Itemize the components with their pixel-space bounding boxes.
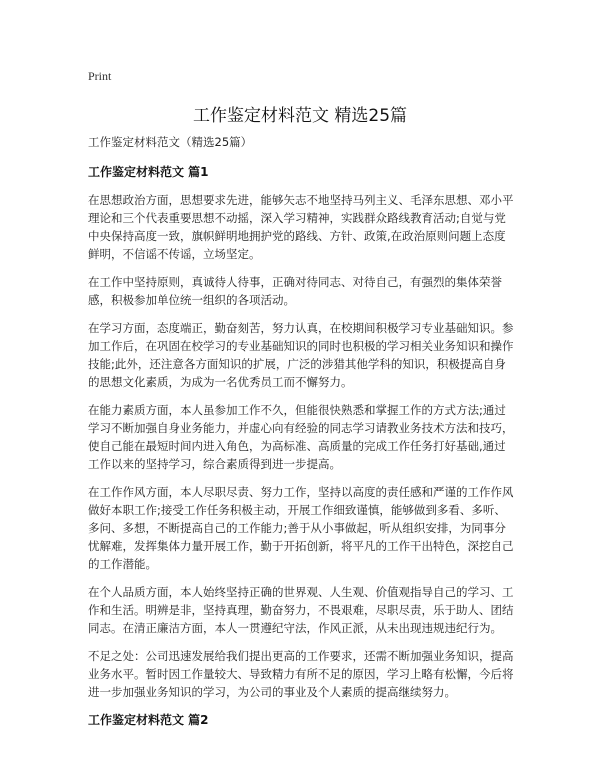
paragraph: 在能力素质方面，本人虽参加工作不久，但能很快熟悉和掌握工作的方式方法;通过学习不断加强自身业务能力，并虚心向有经验的同志学习请教业务技术方法和技巧，使自己能在最短时间内进入角色，为高标准、高质量的完成工作任务打好基础,通过工作以来的坚持学习，综合素质得到进一步提高。: [88, 403, 514, 471]
section-heading: 工作鉴定材料范文 篇1: [88, 165, 209, 179]
section-2: [88, 711, 516, 729]
print-label[interactable]: Print: [88, 69, 112, 83]
paragraph: 在工作作风方面，本人尽职尽责、努力工作，坚持以高度的责任感和严谨的工作作风做好本职工作;接受工作任务积极主动，开展工作细致谨慎，能够做到多看、多听、多问、多想，不断提高自己的工作能力;善于从小事做起，听从组织安排，为同事分忧解难，发挥集体力量开展工作，勤于开拓创新，将平凡的工作干出特色，深挖自己的工作潜能。: [88, 485, 514, 571]
paragraph: 不足之处：公司迅速发展给我们提出更高的工作要求，还需不断加强业务知识，提高业务水平。暂时因工作量较大、导致精力有所不足的原因，学习上略有松懈，今后将进一步加强业务知识的学习，为公司的事业及个人素质的提高继续努力。: [88, 649, 514, 699]
section-heading: 工作鉴定材料范文 篇2: [88, 713, 209, 727]
document-title: 工作鉴定材料范文 精选25篇: [192, 106, 408, 126]
section-1: [88, 163, 516, 701]
document-body: [88, 133, 516, 739]
paragraph: 在学习方面，态度端正，勤奋刻苦，努力认真，在校期间积极学习专业基础知识。参加工作后，在巩固在校学习的专业基础知识的同时也积极的学习相关业务知识和操作技能;此外，还注意各方面知识的扩展，广泛的涉猎其他学科的知识，积极提高自身的思想文化素质，为成为一名优秀员工而不懈努力。: [88, 321, 514, 389]
paragraph: 在个人品质方面，本人始终坚持正确的世界观、人生观、价值观指导自己的学习、工作和生活。明辨是非，坚持真理，勤奋努力，不畏艰难，尽职尽责，乐于助人、团结同志。在清正廉洁方面，本人一贯遵纪守法，作风正派，从未出现违规违纪行为。: [88, 585, 514, 635]
document-subtitle: 工作鉴定材料范文（精选25篇）: [88, 135, 253, 149]
paragraph: 在思想政治方面，思想要求先进，能够矢志不地坚持马列主义、毛泽东思想、邓小平理论和三个代表重要思想不动摇，深入学习精神，实践群众路线教育活动;自觉与党中央保持高度一致，旗帜鲜明地拥护党的路线、方针、政策,在政治原则问题上态度鲜明，不信谣不传谣，立场坚定。: [88, 193, 514, 261]
paragraph: 在工作中坚持原则，真诚待人待事，正确对待同志、对待自己，有强烈的集体荣誉感，积极参加单位统一组织的各项活动。: [88, 275, 502, 307]
